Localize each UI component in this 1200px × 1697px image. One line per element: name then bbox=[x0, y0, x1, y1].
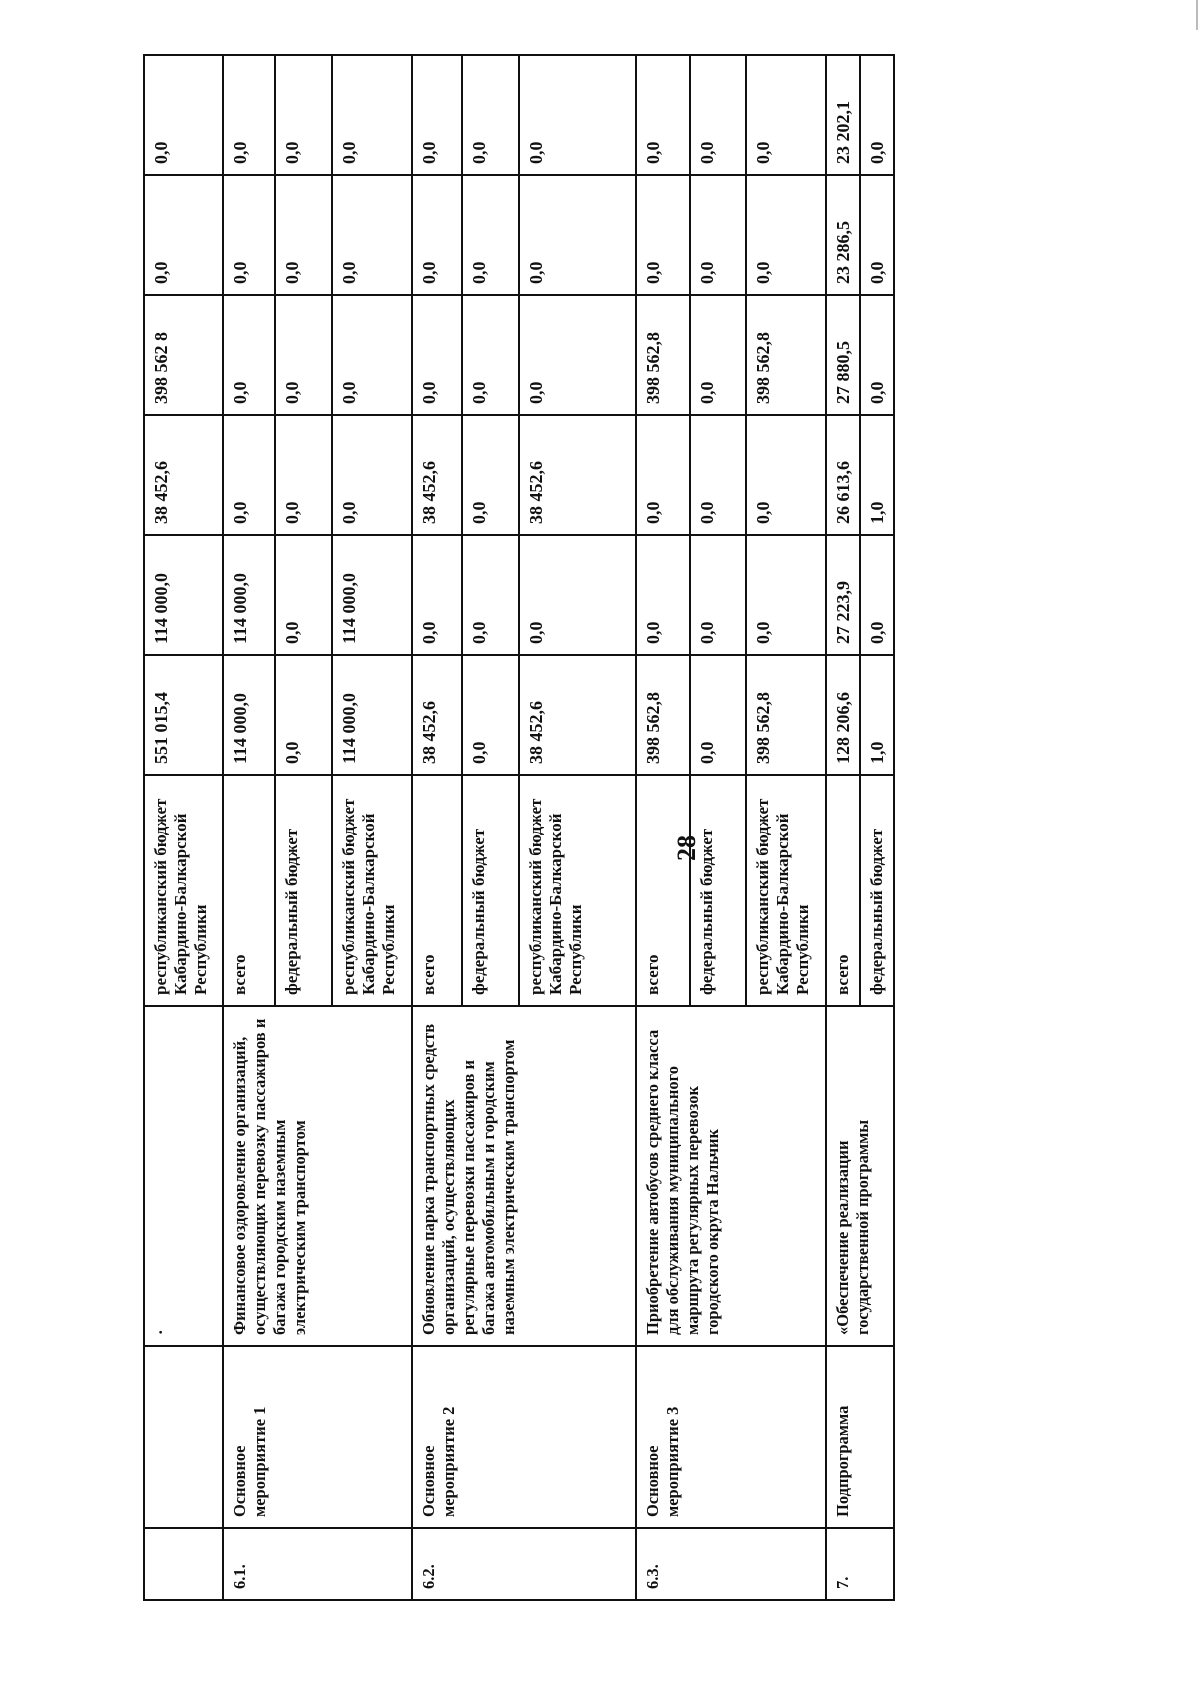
amount-cell: 0,0 bbox=[519, 295, 636, 415]
amount-cell: 0,0 bbox=[462, 535, 519, 655]
amount-cell: 0,0 bbox=[519, 55, 636, 175]
amount-cell: 128 206,6 bbox=[826, 655, 860, 775]
funding-source-cell: федеральный бюджет bbox=[462, 775, 519, 1006]
amount-cell: 38 452,6 bbox=[144, 415, 223, 535]
amount-cell: 38 452,6 bbox=[519, 655, 636, 775]
amount-cell: 0,0 bbox=[275, 55, 332, 175]
row-name-cell: Приобретение автобусов среднего класса для обслуживания муниципального маршрута регулярных перевозок городского округа Нальчик bbox=[636, 1006, 826, 1346]
amount-cell: 0,0 bbox=[690, 655, 746, 775]
amount-cell: 38 452,6 bbox=[412, 655, 462, 775]
row-status-cell: Основное мероприятие 1 bbox=[223, 1346, 412, 1528]
amount-cell: 114 000,0 bbox=[144, 535, 223, 655]
funding-source-cell: всего bbox=[412, 775, 462, 1006]
amount-cell: 0,0 bbox=[519, 535, 636, 655]
amount-cell: 0,0 bbox=[519, 175, 636, 295]
amount-cell: 0,0 bbox=[412, 175, 462, 295]
amount-cell: 0,0 bbox=[860, 55, 894, 175]
amount-cell: 0,0 bbox=[275, 295, 332, 415]
amount-cell: 0,0 bbox=[462, 295, 519, 415]
amount-cell: 26 613,6 bbox=[826, 415, 860, 535]
funding-source-cell: федеральный бюджет bbox=[690, 775, 746, 1006]
amount-cell: 0,0 bbox=[860, 535, 894, 655]
row-status-cell: Основное мероприятие 2 bbox=[412, 1346, 636, 1528]
amount-cell: 0,0 bbox=[636, 535, 690, 655]
amount-cell: 0,0 bbox=[332, 55, 412, 175]
amount-cell: 0,0 bbox=[332, 295, 412, 415]
scan-artifact bbox=[1196, 0, 1198, 30]
amount-cell: 0,0 bbox=[860, 175, 894, 295]
amount-cell: 0,0 bbox=[275, 175, 332, 295]
amount-cell: 0,0 bbox=[636, 55, 690, 175]
funding-source-cell: республиканский бюджет Кабардино-Балкарской Республики bbox=[746, 775, 826, 1006]
amount-cell: 0,0 bbox=[746, 175, 826, 295]
amount-cell: 114 000,0 bbox=[332, 655, 412, 775]
amount-cell: 0,0 bbox=[746, 535, 826, 655]
amount-cell: 1,0 bbox=[860, 415, 894, 535]
amount-cell: 0,0 bbox=[223, 175, 275, 295]
amount-cell: 0,0 bbox=[860, 295, 894, 415]
amount-cell: 0,0 bbox=[275, 535, 332, 655]
amount-cell: 0,0 bbox=[412, 535, 462, 655]
row-name-cell: Финансовое оздоровление организаций, осуществляющих перевозку пассажиров и багажа городским наземным электрическим транспортом bbox=[223, 1006, 412, 1346]
funding-source-cell: всего bbox=[223, 775, 275, 1006]
funding-source-cell: всего bbox=[636, 775, 690, 1006]
amount-cell: 0,0 bbox=[462, 55, 519, 175]
amount-cell: 0,0 bbox=[690, 535, 746, 655]
row-name-cell: «Обеспечение реализации государственной программы bbox=[826, 1006, 894, 1346]
row-status-cell bbox=[144, 1346, 223, 1528]
amount-cell: 0,0 bbox=[223, 415, 275, 535]
amount-cell: 0,0 bbox=[275, 655, 332, 775]
amount-cell: 23 202,1 bbox=[826, 55, 860, 175]
amount-cell: 398 562,8 bbox=[746, 655, 826, 775]
row-number-cell: 6.1. bbox=[223, 1528, 412, 1600]
amount-cell: 398 562,8 bbox=[636, 295, 690, 415]
table-row bbox=[826, 55, 860, 1600]
amount-cell: 27 880,5 bbox=[826, 295, 860, 415]
amount-cell: 0,0 bbox=[332, 415, 412, 535]
row-status-cell: Основное мероприятие 3 bbox=[636, 1346, 826, 1528]
row-number-cell: 6.2. bbox=[412, 1528, 636, 1600]
amount-cell: 0,0 bbox=[412, 295, 462, 415]
amount-cell: 0,0 bbox=[462, 415, 519, 535]
amount-cell: 551 015,4 bbox=[144, 655, 223, 775]
row-status-cell: Подпрограмма bbox=[826, 1346, 894, 1528]
row-name-cell: Обновление парка транспортных средств организаций, осуществляющих регулярные перевозки пассажиров и багажа автомобильным и городским наземным электрическим транспортом bbox=[412, 1006, 636, 1346]
amount-cell: 0,0 bbox=[746, 55, 826, 175]
funding-source-cell: федеральный бюджет bbox=[275, 775, 332, 1006]
funding-source-cell: всего bbox=[826, 775, 860, 1006]
row-name-cell: · bbox=[144, 1006, 223, 1346]
budget-table bbox=[143, 54, 895, 1601]
amount-cell: 398 562 8 bbox=[144, 295, 223, 415]
amount-cell: 0,0 bbox=[144, 55, 223, 175]
amount-cell: 114 000,0 bbox=[223, 535, 275, 655]
amount-cell: 38 452,6 bbox=[519, 415, 636, 535]
amount-cell: 0,0 bbox=[223, 55, 275, 175]
amount-cell: 23 286,5 bbox=[826, 175, 860, 295]
amount-cell: 0,0 bbox=[690, 175, 746, 295]
amount-cell: 0,0 bbox=[332, 175, 412, 295]
table-body bbox=[144, 55, 894, 1600]
amount-cell: 0,0 bbox=[144, 175, 223, 295]
amount-cell: 0,0 bbox=[275, 415, 332, 535]
amount-cell: 0,0 bbox=[636, 175, 690, 295]
row-number-cell: 7. bbox=[826, 1528, 894, 1600]
funding-source-cell: республиканский бюджет Кабардино-Балкарской Республики bbox=[144, 775, 223, 1006]
amount-cell: 38 452,6 bbox=[412, 415, 462, 535]
amount-cell: 0,0 bbox=[636, 415, 690, 535]
amount-cell: 0,0 bbox=[462, 175, 519, 295]
table-row bbox=[223, 55, 275, 1600]
funding-source-cell: республиканский бюджет Кабардино-Балкарской Республики bbox=[519, 775, 636, 1006]
amount-cell: 0,0 bbox=[412, 55, 462, 175]
row-number-cell bbox=[144, 1528, 223, 1600]
amount-cell: 0,0 bbox=[690, 415, 746, 535]
amount-cell: 114 000,0 bbox=[332, 535, 412, 655]
funding-source-cell: федеральный бюджет bbox=[860, 775, 894, 1006]
page-number: 28 bbox=[672, 835, 701, 861]
amount-cell: 1,0 bbox=[860, 655, 894, 775]
amount-cell: 0,0 bbox=[690, 55, 746, 175]
amount-cell: 0,0 bbox=[746, 415, 826, 535]
amount-cell: 0,0 bbox=[462, 655, 519, 775]
amount-cell: 398 562,8 bbox=[746, 295, 826, 415]
row-number-cell: 6.3. bbox=[636, 1528, 826, 1600]
amount-cell: 114 000,0 bbox=[223, 655, 275, 775]
amount-cell: 27 223,9 bbox=[826, 535, 860, 655]
table-row bbox=[636, 55, 690, 1600]
table-row bbox=[144, 55, 223, 1600]
table-row bbox=[412, 55, 462, 1600]
amount-cell: 0,0 bbox=[690, 295, 746, 415]
amount-cell: 0,0 bbox=[223, 295, 275, 415]
funding-source-cell: республиканский бюджет Кабардино-Балкарской Республики bbox=[332, 775, 412, 1006]
amount-cell: 398 562,8 bbox=[636, 655, 690, 775]
